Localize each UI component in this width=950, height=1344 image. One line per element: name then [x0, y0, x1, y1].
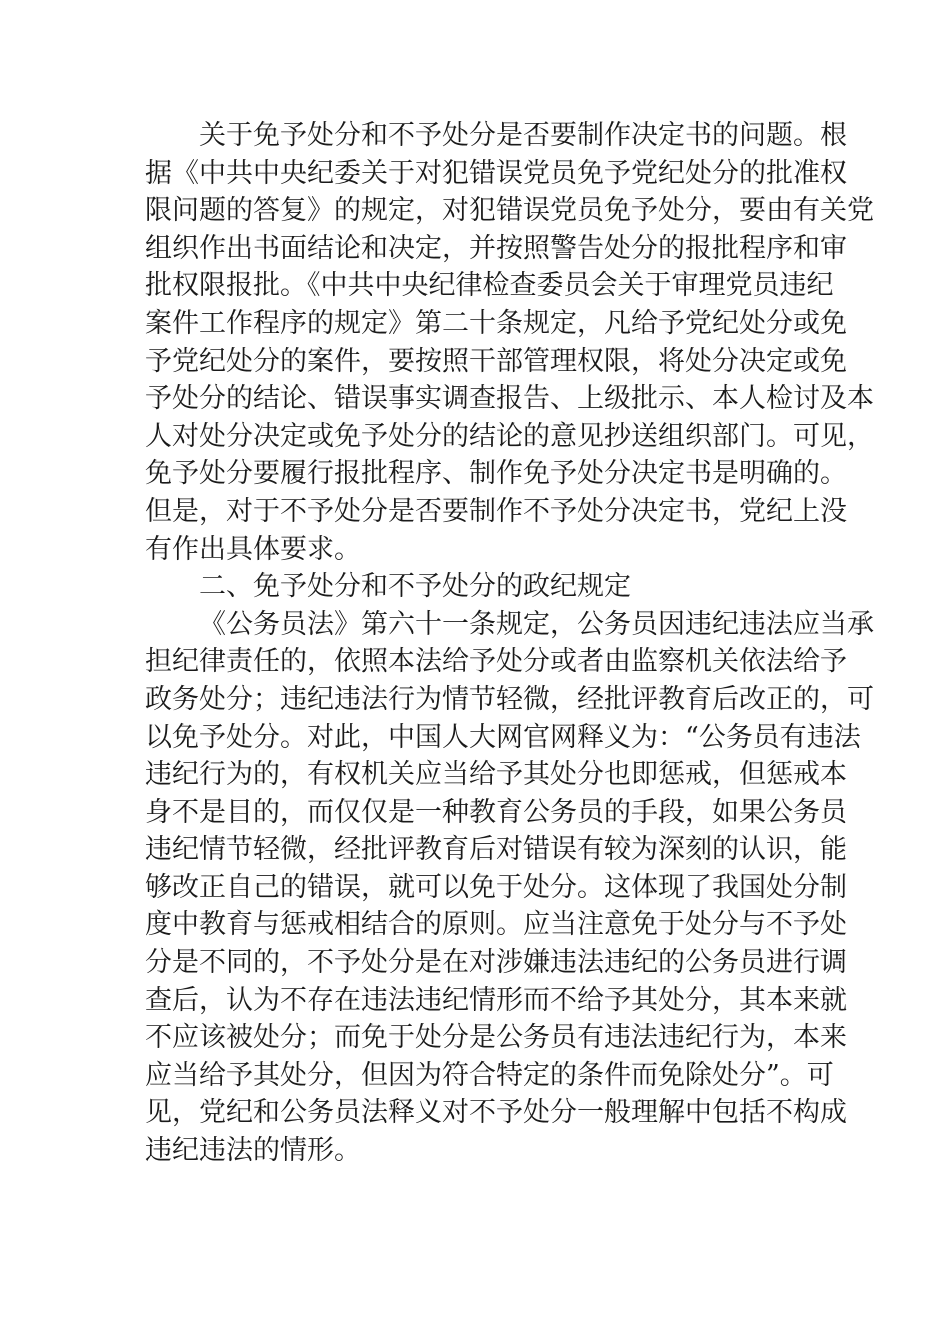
text-line: 政务处分；违纪违法行为情节轻微，经批评教育后改正的，可	[145, 683, 874, 715]
text-line: 限问题的答复》的规定，对犯错误党员免予处分，要由有关党	[145, 195, 874, 227]
section-heading	[145, 568, 810, 606]
text-line: 组织作出书面结论和决定，并按照警告处分的报批程序和审	[145, 232, 847, 264]
text-line: 分是不同的，不予处分是在对涉嫌违法违纪的公务员进行调	[145, 947, 847, 979]
text-line: 担纪律责任的，依照本法给予处分或者由监察机关依法给予	[145, 646, 847, 678]
text-line: 见，党纪和公务员法释义对不予处分一般理解中包括不构成	[145, 1097, 847, 1129]
text-line: 予处分的结论、错误事实调查报告、上级批示、本人检讨及本	[145, 383, 874, 415]
text-line: 予党纪处分的案件，要按照干部管理权限，将处分决定或免	[145, 345, 847, 377]
text-line: 身不是目的，而仅仅是一种教育公务员的手段，如果公务员	[145, 796, 847, 828]
paragraph-decision-letter	[145, 117, 874, 568]
text-line: 应当给予其处分，但因为符合特定的条件而免除处分”。可	[145, 1059, 834, 1091]
text-line: 《公务员法》第六十一条规定，公务员因违纪违法应当承	[199, 608, 874, 640]
text-line: 关于免予处分和不予处分是否要制作决定书的问题。根	[199, 120, 847, 151]
text-line: 违纪情节轻微，经批评教育后对错误有较为深刻的认识，能	[145, 834, 847, 866]
text-line: 据《中共中央纪委关于对犯错误党员免予党纪处分的批准权	[145, 157, 847, 189]
text-line: 案件工作程序的规定》第二十条规定，凡给予党纪处分或免	[145, 307, 847, 339]
text-line: 不应该被处分；而免于处分是公务员有违法违纪行为，本来	[145, 1022, 847, 1054]
text-line: 有作出具体要求。	[145, 533, 361, 565]
text-line: 违纪行为的，有权机关应当给予其处分也即惩戒，但惩戒本	[145, 759, 847, 791]
document-body	[145, 117, 874, 1170]
paragraph-civil-servant-law	[145, 606, 874, 1170]
text-line: 批权限报批。《中共中央纪律检查委员会关于审理党员违纪	[145, 270, 834, 302]
text-line: 查后，认为不存在违法违纪情形而不给予其处分，其本来就	[145, 984, 847, 1016]
heading-line: 二、免予处分和不予处分的政纪规定	[199, 571, 631, 603]
text-line: 够改正自己的错误，就可以免于处分。这体现了我国处分制	[145, 871, 847, 903]
text-line: 以免予处分。对此，中国人大网官网释义为：“公务员有违法	[145, 721, 861, 753]
text-line: 违纪违法的情形。	[145, 1135, 361, 1167]
text-line: 人对处分决定或免予处分的结论的意见抄送组织部门。可见，	[145, 420, 874, 452]
text-line: 但是，对于不予处分是否要制作不予处分决定书，党纪上没	[145, 495, 847, 527]
text-line: 免予处分要履行报批程序、制作免予处分决定书是明确的。	[145, 458, 847, 490]
text-line: 度中教育与惩戒相结合的原则。应当注意免于处分与不予处	[145, 909, 847, 941]
